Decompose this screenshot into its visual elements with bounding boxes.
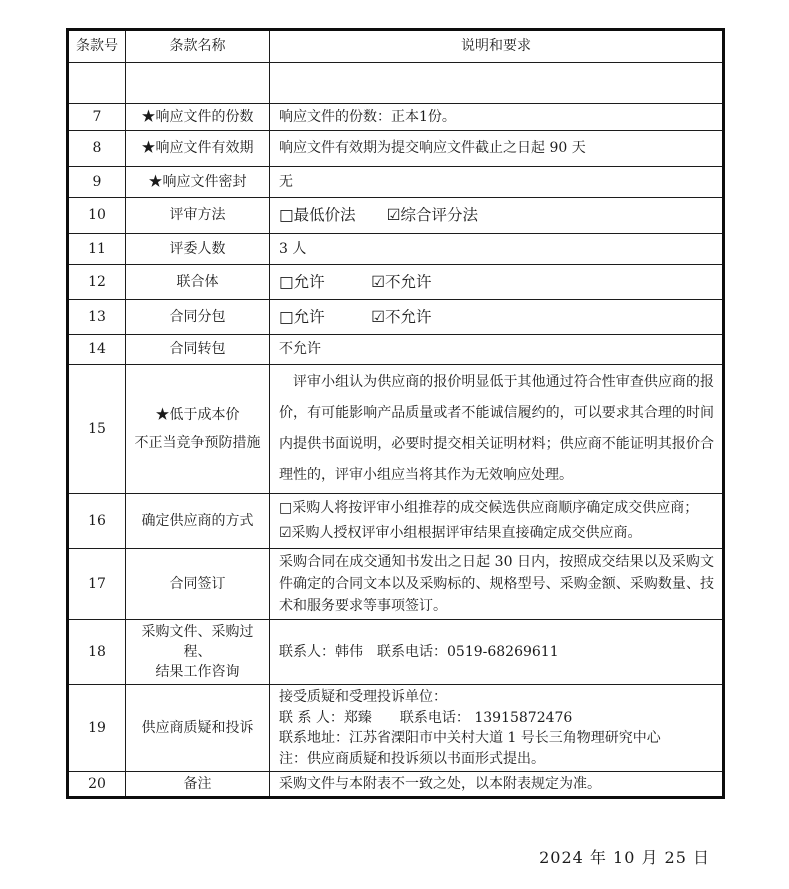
clause-no-cell: 12: [68, 265, 126, 300]
description-cell: 接受质疑和受理投诉单位： 联 系 人：郑臻 联系电话： 13915872476 联系地址：江苏省溧阳市中关村大道 1 号长三角物理研究中心 注：供应商质疑和投诉须以书面形式提出。: [270, 685, 724, 772]
table-row: [68, 335, 724, 365]
clause-no-cell: 8: [68, 131, 126, 167]
clause-no-cell: 17: [68, 549, 126, 620]
clause-no-cell: 16: [68, 494, 126, 549]
clause-name-cell: 供应商质疑和投诉: [126, 685, 270, 772]
clause-name-cell: ★响应文件的份数: [126, 104, 270, 131]
table-header-row: [68, 30, 724, 63]
clause-name-cell: 评委人数: [126, 234, 270, 265]
clause-name-cell: ★响应文件有效期: [126, 131, 270, 167]
description-cell: □最低价法 ☑综合评分法: [270, 198, 724, 234]
description-cell: 不允许: [270, 335, 724, 365]
clause-no-cell: 20: [68, 772, 126, 798]
col-header-clause-no: 条款号: [68, 30, 126, 63]
table-row: [68, 620, 724, 685]
clause-name-cell: 联合体: [126, 265, 270, 300]
document-date: 2024 年 10 月 25 日: [539, 848, 710, 867]
description-cell: 响应文件有效期为提交响应文件截止之日起 90 天: [270, 131, 724, 167]
description-cell: 联系人：韩伟 联系电话：0519-68269611: [270, 620, 724, 685]
clause-name-cell: 合同转包: [126, 335, 270, 365]
clause-no-cell: [68, 63, 126, 104]
clause-name-cell: 合同签订: [126, 549, 270, 620]
description-cell: [270, 63, 724, 104]
table-row: [68, 198, 724, 234]
description-cell: □采购人将按评审小组推荐的成交候选供应商顺序确定成交供应商； ☑采购人授权评审小组根据评审结果直接确定成交供应商。: [270, 494, 724, 549]
description-cell: 评审小组认为供应商的报价明显低于其他通过符合性审查供应商的报价，有可能影响产品质量或者不能诚信履约的，可以要求其合理的时间内提供书面说明，必要时提交相关证明材料；供应商不能证明其报价合理性的，评审小组应当将其作为无效响应处理。: [270, 365, 724, 494]
clause-name-cell: 确定供应商的方式: [126, 494, 270, 549]
clause-no-cell: 18: [68, 620, 126, 685]
description-cell: 3 人: [270, 234, 724, 265]
clause-no-cell: 14: [68, 335, 126, 365]
description-cell: 采购文件与本附表不一致之处，以本附表规定为准。: [270, 772, 724, 798]
clauses-table: [66, 28, 725, 799]
description-cell: □允许 ☑不允许: [270, 300, 724, 335]
table-row: [68, 104, 724, 131]
table-row: [68, 685, 724, 772]
description-cell: 采购合同在成交通知书发出之日起 30 日内，按照成交结果以及采购文件确定的合同文本以及采购标的、规格型号、采购金额、采购数量、技术和服务要求等事项签订。: [270, 549, 724, 620]
table-row: [68, 63, 724, 104]
table-row: [68, 494, 724, 549]
clause-no-cell: 11: [68, 234, 126, 265]
table-row: [68, 365, 724, 494]
clause-name-cell: 合同分包: [126, 300, 270, 335]
clause-no-cell: 13: [68, 300, 126, 335]
clause-no-cell: 10: [68, 198, 126, 234]
clause-name-cell: ★低于成本价 不正当竞争预防措施: [126, 365, 270, 494]
description-cell: 响应文件的份数：正本1份。: [270, 104, 724, 131]
clause-name-cell: [126, 63, 270, 104]
clause-no-cell: 19: [68, 685, 126, 772]
table-row: [68, 234, 724, 265]
table-row: [68, 549, 724, 620]
clause-name-cell: ★响应文件密封: [126, 167, 270, 198]
col-header-clause-name: 条款名称: [126, 30, 270, 63]
clause-name-cell: 评审方法: [126, 198, 270, 234]
clause-no-cell: 7: [68, 104, 126, 131]
table-row: [68, 300, 724, 335]
table-row: [68, 131, 724, 167]
col-header-description: 说明和要求: [270, 30, 724, 63]
clause-no-cell: 15: [68, 365, 126, 494]
clause-no-cell: 9: [68, 167, 126, 198]
description-cell: □允许 ☑不允许: [270, 265, 724, 300]
table-row: [68, 265, 724, 300]
table-row: [68, 772, 724, 798]
clause-name-cell: 采购文件、采购过程、 结果工作咨询: [126, 620, 270, 685]
description-cell: 无: [270, 167, 724, 198]
clause-name-cell: 备注: [126, 772, 270, 798]
table-row: [68, 167, 724, 198]
